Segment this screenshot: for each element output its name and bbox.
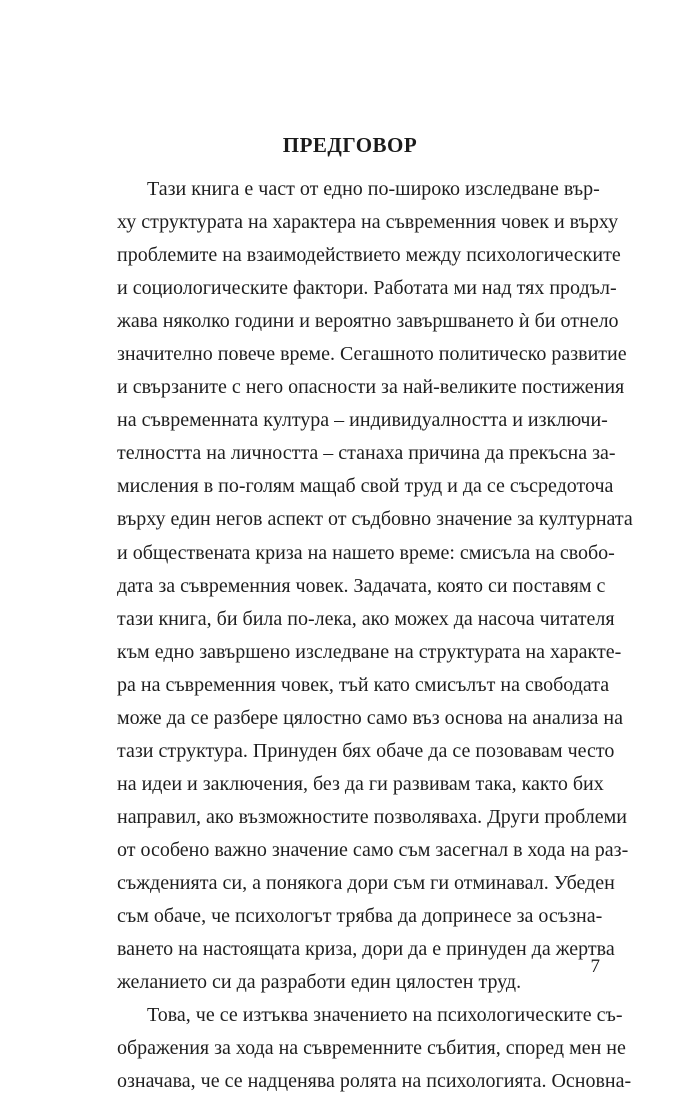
text-line: съжденията си, а понякога дори съм ги отминавал. Убеден [117, 871, 615, 894]
text-line: тази книга, би била по-лека, ако можех да насоча читателя [117, 607, 615, 630]
text-line: и социологическите фактори. Работата ми над тях продъл- [117, 277, 617, 300]
text-line: желанието си да разработи един цялостен труд. [117, 971, 522, 994]
text-line: и свързаните с него опасности за най-великите постижения [117, 376, 625, 399]
page-number: 7 [590, 956, 600, 977]
text-line: значително повече време. Сегашното политическо развитие [117, 343, 627, 366]
text-line: ху структурата на характера на съвременния човек и върху [117, 211, 619, 234]
text-line: и обществената криза на нашето време: смисъла на свобо- [117, 541, 615, 564]
text-line: мисления в по-голям мащаб свой труд и да се съсредоточа [117, 475, 614, 498]
text-line: дата за съвременния човек. Задачата, която си поставям с [117, 574, 606, 597]
body-text [117, 173, 633, 1098]
text-line: Това, че се изтъква значението на психологическите съ- [147, 1004, 623, 1027]
text-line: от особено важно значение само съм засегнал в хода на раз- [117, 838, 629, 861]
page-title: ПРЕДГОВОР [282, 133, 418, 157]
text-line: ра на съвременния човек, тъй като смисълът на свободата [117, 673, 610, 696]
text-line: съм обаче, че психологът трябва да допринесе за осъзна- [117, 905, 603, 928]
text-line: телността на личността – станаха причина да прекъсна за- [117, 442, 616, 465]
text-line: направил, ако възможностите позволяваха. Други проблеми [117, 805, 627, 828]
paragraph [117, 173, 633, 999]
text-line: може да се разбере цялостно само въз основа на анализа на [117, 706, 624, 729]
text-line: жава няколко години и вероятно завършването ѝ би отнело [117, 310, 619, 333]
text-line: ването на настоящата криза, дори да е принуден да жертва [117, 938, 615, 961]
paragraph [117, 999, 632, 1098]
text-line: тази структура. Принуден бях обаче да се позовавам често [117, 739, 615, 762]
text-line: ображения за хода на съвременните събития, според мен не [117, 1037, 626, 1060]
text-line: на идеи и заключения, без да ги развивам така, както бих [117, 772, 604, 795]
text-line: Тази книга е част от едно по-широко изследване вър- [147, 178, 600, 200]
text-line: към едно завършено изследване на структурата на характе- [117, 640, 622, 663]
text-line: означава, че се надценява ролята на психологията. Основна- [117, 1070, 632, 1093]
text-line: проблемите на взаимодействието между психологическите [117, 244, 621, 267]
text-line: върху един негов аспект от съдбовно значение за културната [117, 508, 633, 531]
text-line: на съвременната култура – индивидуалността и изключи- [117, 409, 608, 432]
